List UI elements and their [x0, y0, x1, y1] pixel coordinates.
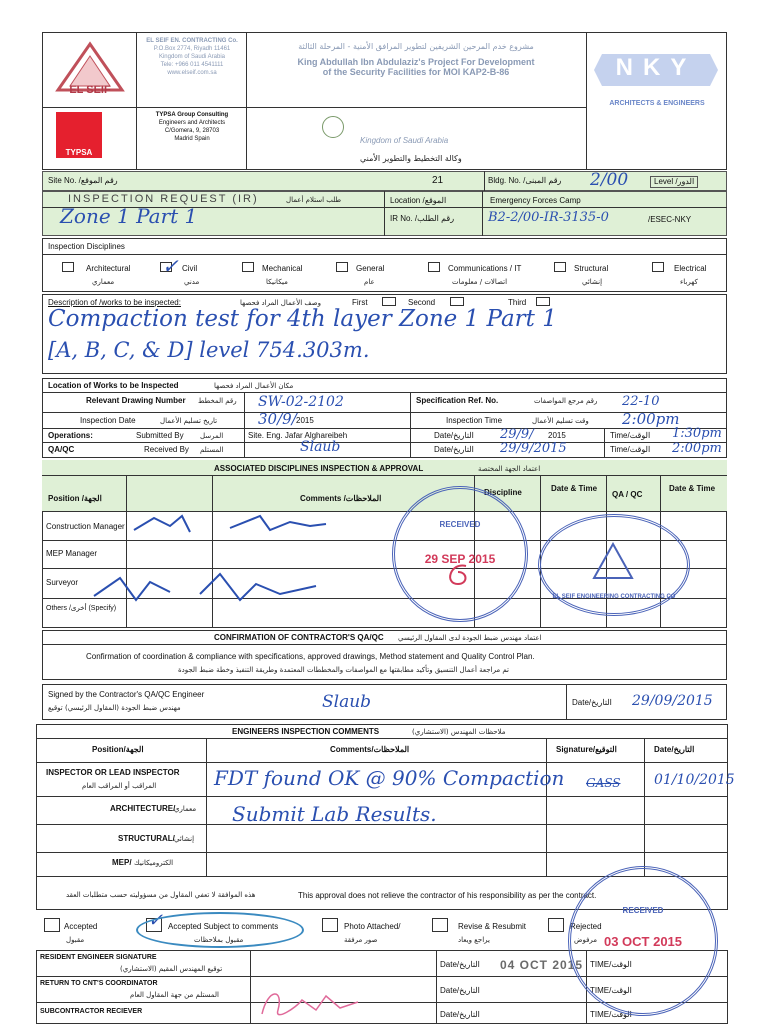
- footer-date-label: Date/التاريخ: [440, 986, 480, 995]
- footer-stamp-date: 04 OCT 2015: [500, 958, 584, 972]
- structural-label: Structural: [574, 264, 609, 273]
- inspection-time-label: Inspection Time: [446, 416, 503, 425]
- spec-number: 22-10: [622, 394, 660, 409]
- ir-suffix: /ESEC-NKY: [648, 215, 692, 224]
- architect-logo-text: NKY: [615, 54, 697, 81]
- general-checkbox[interactable]: [336, 262, 348, 272]
- row-others: Others /أخرى (Specify): [46, 605, 117, 612]
- footer-row-return: RETURN TO CNT'S COORDINATOR: [40, 980, 158, 987]
- footer-row-resident: RESIDENT ENGINEER SIGNATURE: [40, 954, 157, 961]
- zone-value: Zone 1 Part 1: [60, 204, 198, 228]
- civil-check-mark: ✓: [162, 254, 179, 278]
- date-submitted-label: Date/التاريخ: [434, 431, 474, 440]
- location-label: Location /الموقع: [390, 196, 447, 205]
- pink-initial-scribble: [440, 560, 476, 590]
- row-structural: STRUCTURAL/: [118, 834, 175, 843]
- eng-col-date: Date/التاريخ: [654, 745, 695, 754]
- second-label: Second: [408, 298, 436, 307]
- ir-title-ar: طلب استلام أعمال: [286, 196, 342, 204]
- accepted-label: Accepted: [64, 922, 98, 931]
- architectural-label-ar: معماري: [92, 278, 115, 286]
- contractor-address: Kingdom of Saudi Arabia: [158, 54, 226, 60]
- contractor-address: P.O.Box 2774, Riyadh 11461: [153, 46, 231, 52]
- structural-checkbox[interactable]: [554, 262, 566, 272]
- disciplines-block: [42, 238, 727, 292]
- mechanical-checkbox[interactable]: [242, 262, 254, 272]
- operations-label: Operations:: [48, 431, 93, 440]
- date-received-label: Date/التاريخ: [434, 445, 474, 454]
- description-line-1: Compaction test for 4th layer Zone 1 Part 1: [48, 306, 557, 332]
- submitted-by: Site. Eng. Jafar Alghareibeh: [248, 431, 348, 440]
- civil-label-ar: مدني: [184, 278, 200, 286]
- contractor-phone: Tele: +966 011 4541111: [160, 62, 224, 68]
- time-submitted: 1:30pm: [672, 426, 722, 441]
- row-construction-manager: Construction Manager: [46, 522, 125, 531]
- footer-date-label: Date/التاريخ: [440, 1010, 480, 1019]
- accepted-subject-label: Accepted Subject to comments: [168, 922, 279, 931]
- description-label-ar: وصف الأعمال المراد فحصها: [240, 299, 321, 307]
- civil-label: Civil: [182, 264, 198, 273]
- mechanical-label: Mechanical: [262, 264, 303, 273]
- revise-label: Revise & Resubmit: [458, 922, 527, 931]
- contractor-website: www.elseif.com.sa: [167, 70, 217, 76]
- qaqc-label: QA/QC: [48, 445, 75, 454]
- date-submitted-hw: 29/9/: [500, 427, 534, 442]
- architect-subtitle: ARCHITECTS & ENGINEERS: [609, 100, 705, 107]
- inspector-date: 01/10/2015: [654, 772, 735, 788]
- received-by: Slaub: [300, 439, 341, 455]
- submitted-label-ar: المرسل: [200, 432, 224, 440]
- resident-signature: [254, 978, 364, 1024]
- row-mep: MEP/: [112, 858, 132, 867]
- col-datetime-2: Date & Time: [668, 484, 716, 493]
- bldg-no-label: Bldg. No. /رقم المبنى: [488, 176, 562, 185]
- drawing-label: Relevant Drawing Number: [86, 396, 186, 405]
- consultant-line: C/Gomera, 9, 28703: [164, 128, 220, 134]
- row-structural-ar: إنشائي: [174, 835, 195, 843]
- disciplines-title: Inspection Disciplines: [48, 242, 125, 251]
- signed-label: Signed by the Contractor's QA/QC Engineer: [48, 690, 205, 699]
- ministry-emblem: [322, 116, 344, 138]
- row-mep-manager: MEP Manager: [46, 549, 97, 558]
- signature-scribble: [130, 506, 330, 540]
- third-label: Third: [508, 298, 527, 307]
- date-submitted-year: 2015: [548, 431, 566, 440]
- rejected-checkbox[interactable]: [548, 918, 564, 932]
- signature-scribble: [90, 566, 320, 610]
- communications-checkbox[interactable]: [428, 262, 440, 272]
- confirmation-text: Confirmation of coordination & compliance with specifications, approved drawings, Method statement and Quality Control Plan.: [86, 652, 535, 661]
- project-title-en: of the Security Facilities for MOI KAP2-B-86: [322, 67, 510, 77]
- received-label-ar: المستلم: [200, 446, 224, 454]
- mechanical-label-ar: ميكانيكا: [266, 278, 288, 286]
- ir-no-value: B2-2/00-IR-3135-0: [488, 210, 609, 225]
- photo-attached-label: Photo Attached/: [344, 922, 401, 931]
- received-label: Received By: [144, 445, 189, 454]
- project-title-ar: مشروع خدم المرحين الشريفين لتطوير المرافق الأمنية - المرحلة الثالثة: [298, 42, 534, 51]
- received-stamp-2-label: RECEIVED: [622, 906, 664, 915]
- consultant-line: TYPSA Group Consulting: [155, 112, 229, 118]
- communications-label: Communications / IT: [448, 264, 522, 273]
- associated-title: ASSOCIATED DISCIPLINES INSPECTION & APPROVAL: [214, 464, 424, 473]
- contractor-logo-text: EL SEIF: [69, 84, 111, 96]
- accepted-subject-check-mark: ✓: [148, 910, 164, 931]
- inspector-signature: GASS: [586, 776, 621, 790]
- col-discipline: Discipline: [484, 488, 522, 497]
- general-label-ar: عام: [364, 278, 375, 286]
- electrical-label: Electrical: [674, 264, 707, 273]
- engineers-title: ENGINEERS INSPECTION COMMENTS: [232, 727, 380, 736]
- eng-col-signature: Signature/التوقيع: [556, 745, 617, 754]
- architectural-label: Architectural: [86, 264, 131, 273]
- revise-label-ar: يراجع ويعاد: [458, 936, 490, 944]
- signed-label-ar: مهندس ضبط الجودة (المقاول الرئيسي) توقيع: [48, 704, 181, 712]
- consultant-line: Engineers and Architects: [158, 120, 226, 126]
- drawing-number: SW-02-2102: [258, 394, 344, 410]
- location-title: Location of Works to be Inspected: [48, 381, 179, 390]
- received-stamp-label: RECEIVED: [439, 520, 481, 529]
- footer-row-resident-ar: توقيع المهندس المقيم (الاستشاري): [120, 965, 223, 973]
- footer-row-subcontractor: SUBCONTRACTOR RECIEVER: [40, 1008, 143, 1015]
- location-title-ar: مكان الأعمال المراد فحصها: [214, 382, 294, 390]
- rejected-label: Rejected: [570, 922, 602, 931]
- company-stamp-text: EL SEIF ENGINEERING CONTRACTING CO: [552, 594, 676, 600]
- inspection-comment-1: FDT found OK @ 90% Compaction: [214, 766, 565, 790]
- electrical-label-ar: كهرباء: [680, 278, 698, 286]
- bldg-no-value: 2/00: [590, 170, 629, 190]
- consultant-logo-text: TYPSA: [65, 148, 93, 157]
- col-qaqc: QA / QC: [612, 490, 643, 499]
- consultant-line: Madrid Spain: [174, 136, 210, 142]
- col-position: Position /الجهة: [48, 494, 102, 503]
- rejected-label-ar: مرفوض: [574, 936, 598, 944]
- project-title-en: King Abdullah Ibn Abdulaziz's Project For Development: [297, 57, 535, 67]
- photo-attached-label-ar: صور مرفقة: [344, 936, 378, 944]
- spec-label-ar: رقم مرجع المواصفات: [534, 397, 598, 405]
- inspection-comment-2: Submit Lab Results.: [232, 802, 437, 826]
- communications-label-ar: اتصالات / معلومات: [452, 278, 508, 286]
- row-inspector-ar: المراقب أو المراقب العام: [82, 782, 157, 790]
- electrical-checkbox[interactable]: [652, 262, 664, 272]
- disclaimer-text-ar: هذه الموافقة لا تعفي المقاول من مسؤوليته حسب متطلبات العقد: [66, 891, 256, 899]
- col-datetime: Date & Time: [550, 484, 598, 493]
- site-no-label: Site No. /رقم الموقع: [48, 176, 118, 185]
- confirmation-text-ar: تم مراجعة أعمال التنسيق وتأكيد مطابقتها مع المواصفات والمخططات المعتمدة وطريقة التنفيذ وخطة ضبط الجودة: [178, 666, 510, 674]
- engineers-title-ar: ملاحظات المهندس (الاستشاري): [412, 728, 506, 736]
- company-stamp-triangle: [592, 542, 634, 580]
- confirmation-title-ar: اعتماد مهندس ضبط الجودة لدى المقاول الرئيسي: [398, 634, 542, 642]
- inspection-date-label-ar: تاريخ تسليم الأعمال: [160, 417, 218, 425]
- inspection-time: 2:00pm: [622, 410, 680, 428]
- revise-checkbox[interactable]: [432, 918, 448, 932]
- general-label: General: [356, 264, 385, 273]
- time-received-label: Time/الوقت: [610, 445, 651, 454]
- ir-title: INSPECTION REQUEST (IR): [68, 193, 259, 205]
- confirmation-title: CONFIRMATION OF CONTRACTOR'S QA/QC: [214, 633, 384, 642]
- confirmation-date: 29/09/2015: [632, 693, 713, 709]
- drawing-label-ar: رقم المخطط: [198, 397, 237, 405]
- location-value: Emergency Forces Camp: [490, 196, 581, 205]
- qaqc-signature: Slaub: [322, 692, 372, 712]
- accepted-subject-label-ar: مقبول بملاحظات: [194, 936, 244, 944]
- inspection-time-label-ar: وقت تسليم الأعمال: [532, 417, 589, 425]
- submitted-label: Submitted By: [136, 431, 184, 440]
- row-inspector: INSPECTOR OR LEAD INSPECTOR: [46, 768, 180, 777]
- row-architecture: ARCHITECTURE/: [110, 804, 176, 813]
- photo-attached-checkbox[interactable]: [322, 918, 338, 932]
- accepted-label-ar: مقبول: [66, 936, 85, 944]
- level-label: Level /الدور: [650, 176, 698, 188]
- structural-label-ar: إنشائي: [582, 278, 603, 286]
- time-submitted-label: Time/الوقت: [610, 431, 651, 440]
- ministry-name-ar: وكالة التخطيط والتطوير الأمني: [360, 154, 462, 163]
- confirmation-date-label: Date/التاريخ: [572, 698, 612, 707]
- eng-col-position: Position/الجهة: [92, 745, 144, 754]
- site-no-value: 21: [432, 175, 444, 186]
- date-received: 29/9/2015: [500, 441, 567, 456]
- col-comments: Comments /الملاحظات: [300, 494, 382, 503]
- footer-time-label: TIME/الوقت: [590, 986, 632, 995]
- inspection-date-hw: 30/9/: [258, 410, 297, 428]
- disclaimer-text: This approval does not relieve the contractor of his responsibility as per the contract.: [298, 891, 597, 900]
- footer-time-label: TIME/الوقت: [590, 960, 632, 969]
- inspection-date-year: 2015: [296, 416, 314, 425]
- first-label: First: [352, 298, 368, 307]
- second-checkbox[interactable]: [450, 297, 464, 306]
- received-stamp-date: 29 SEP 2015: [424, 552, 496, 566]
- ministry-name-en: Kingdom of Saudi Arabia: [360, 136, 449, 145]
- spec-label: Specification Ref. No.: [416, 396, 499, 405]
- first-checkbox[interactable]: [382, 297, 396, 306]
- third-checkbox[interactable]: [536, 297, 550, 306]
- row-surveyor: Surveyor: [46, 578, 79, 587]
- footer-date-label: Date/التاريخ: [440, 960, 480, 969]
- row-mep-ar: الكتروميكانيك: [134, 859, 174, 867]
- description-label: Description of /works to be inspected:: [48, 298, 181, 307]
- inspection-date-label: Inspection Date: [80, 416, 136, 425]
- received-stamp-2-date: 03 OCT 2015: [603, 934, 683, 949]
- eng-col-comments: Comments/الملاحظات: [330, 745, 410, 754]
- description-line-2: [A, B, C, & D] level 754.303m.: [48, 338, 370, 362]
- associated-title-ar: اعتماد الجهة المختصة: [478, 465, 541, 473]
- footer-time-label: TIME/الوقت: [590, 1010, 632, 1019]
- ir-no-label: IR No. /رقم الطلب: [390, 214, 455, 223]
- contractor-name: EL SEIF EN. CONTRACTING Co.: [146, 38, 238, 44]
- selection-circle: [136, 912, 304, 948]
- architectural-checkbox[interactable]: [62, 262, 74, 272]
- footer-row-return-ar: المستلم من جهة المقاول العام: [130, 991, 219, 999]
- time-received: 2:00pm: [672, 441, 722, 456]
- row-architecture-ar: معماري: [174, 805, 197, 813]
- accepted-checkbox[interactable]: [44, 918, 60, 932]
